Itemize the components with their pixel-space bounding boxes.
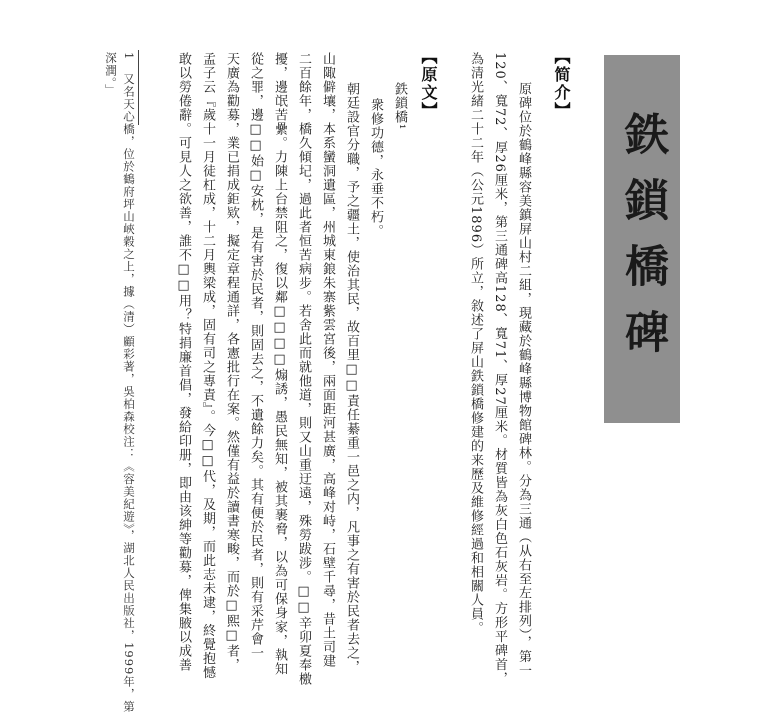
original-line-4: 山陬僻壤，本系蠻洞遺區，州城東鋃朱寨紫雲宮後，兩面距河甚廣，高峰对峙，石壁千尋，昔土司建	[320, 52, 335, 668]
original-line-9: 孟子云『歲十一月徒杠成，十二月輿梁成，固有司之專責』。今□□代，及期，而此志未逮，終覺抱憾	[200, 52, 215, 680]
original-heading: 【原文】	[419, 48, 438, 120]
intro-heading: 【简介】	[552, 48, 571, 120]
footnote-rule	[138, 50, 139, 125]
original-line-2: 衆修功德，永垂不朽。	[368, 98, 383, 238]
footnote-line-1: 1 又名天心橋，位於鶴府坪山峽穀之上，據（清）顧彩著，吳柏森校注：《容美紀遊》，湖北人民出版社，1999年，第	[122, 52, 136, 713]
original-line-8: 天廣為勸募，業已捐成鉅欵，擬定章程通詳，各憲批行在案。然僅有益於讀書寒畯，而於□熙□者，	[224, 52, 239, 672]
page-title: 鉄鎖橋碑	[617, 111, 668, 375]
footnote-line-2: 深潤。」	[104, 52, 118, 97]
original-line-3: 朝廷設官分職，予之疆土，使治其民，故百里□□責任綦重一邑之内，凡事之有害於民者去之，	[344, 82, 359, 674]
intro-line-1: 原碑位於鶴峰縣容美鎮屏山村二組，現藏於鶴峰縣博物館碑林。分為三通（从右至左排列），第一	[516, 82, 531, 678]
intro-line-3: 為清光緒二十二年（公元1896）所立，敘述了屏山鉄鎖橋修建的来歷及維修經過和相關人員。	[468, 52, 483, 636]
intro-line-2: 120、寬72、厚26厘米，第三通碑高128、寬71、厚27厘米。材質皆為灰白色石灰岩。方形平碑首，	[492, 52, 507, 686]
original-line-1: 鉄鎖橋¹	[392, 82, 407, 131]
original-line-5: 二百餘年，橋久傾圮，過此者恒苦病步。若舍此而就他道，則又山重迂遠，殊勞跋涉。□□辛卯夏奉檄	[296, 52, 311, 686]
original-line-10: 敢以勞倦辭。可見人之欲善，誰不□□用？特捐廉首倡，發給印册，即由该紳等勸募，俾集腋以成善	[176, 52, 191, 672]
original-line-6: 擾，邊氓苦纍。力陳上台禁阻之，復以鄰□□□□煽誘，愚民無知，被其裹脅，以為可保身家，執知	[272, 52, 287, 676]
original-line-7: 從之罪，邊□□始□安枕，是有害於民者，則固去之，不遺餘力矣。其有便於民者，則有采芹會一	[248, 52, 263, 660]
